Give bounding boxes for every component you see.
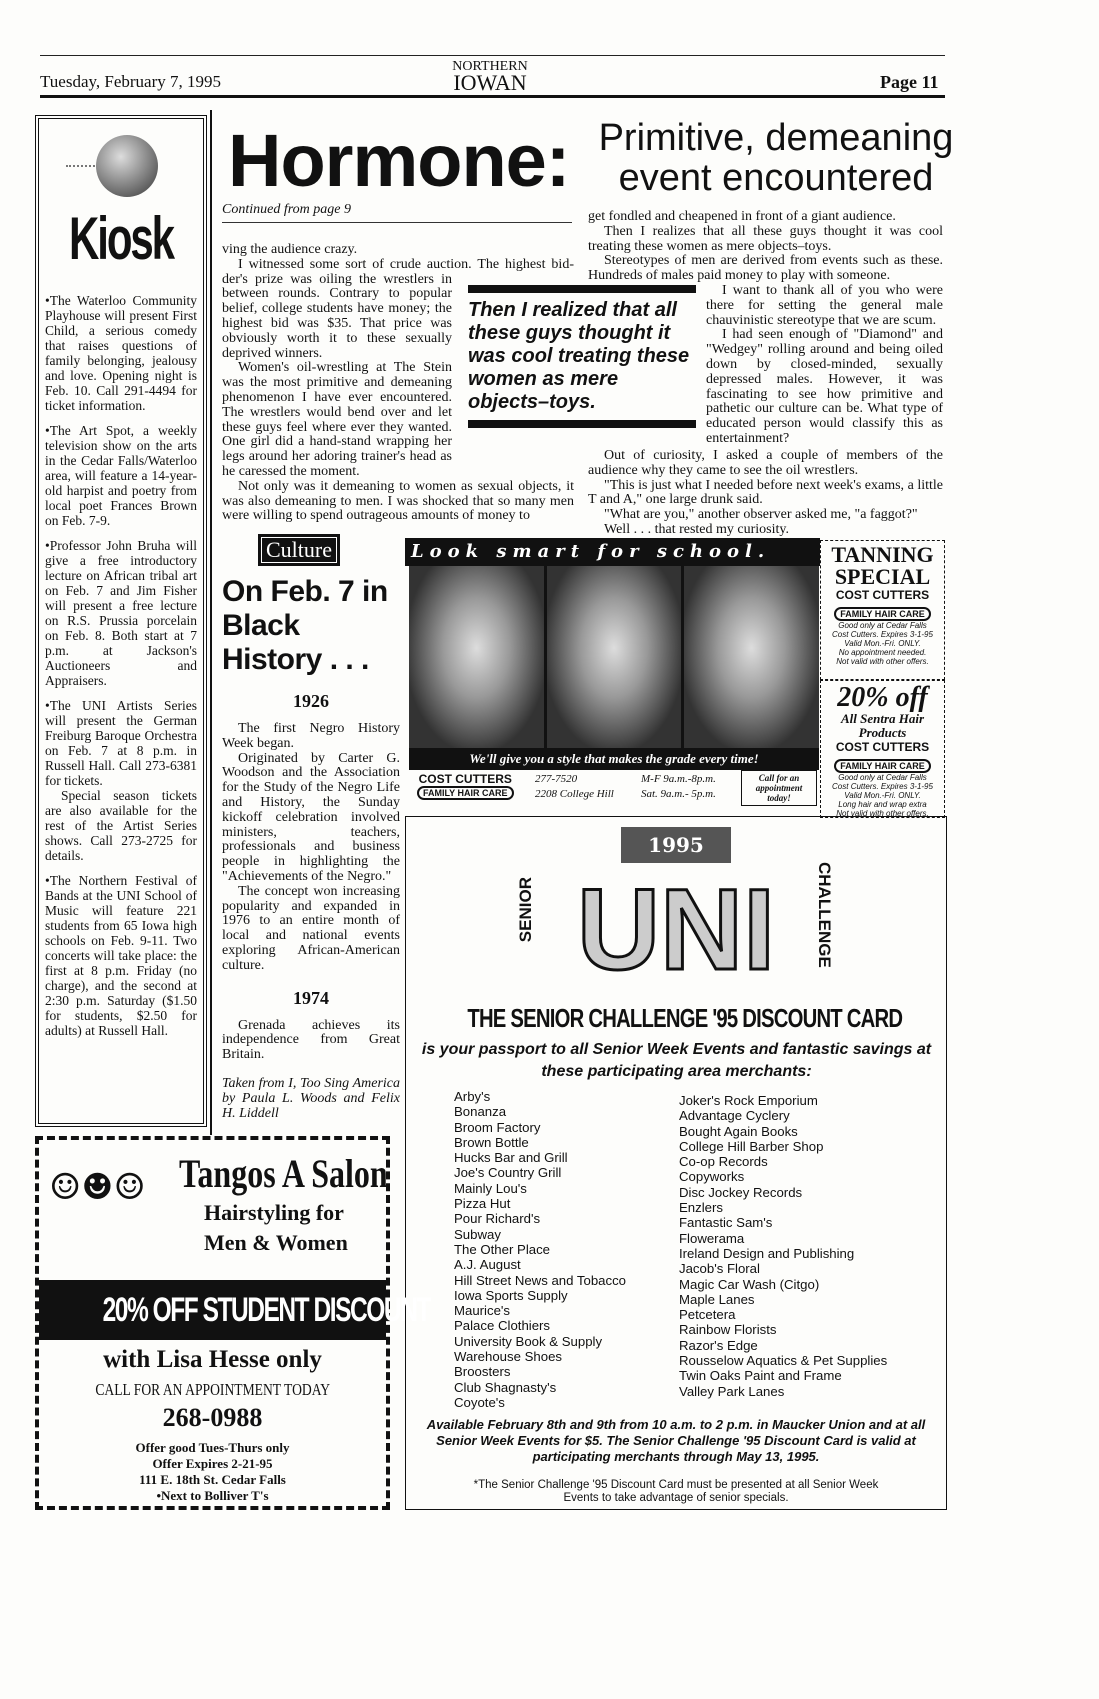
merchant-item: Rainbow Florists: [679, 1322, 777, 1338]
merchant-item: Fantastic Sam's: [679, 1215, 773, 1231]
merchant-item: Club Shagnasty's: [454, 1379, 557, 1395]
masthead-top: NORTHERN: [452, 59, 528, 74]
paragraph: The concept won increasing popularity and expanded in 1976 to an entire month of local and national events exploring African-American culture.: [222, 883, 400, 973]
kiosk-item: •The Northern Festival of Bands at the UNI School of Music will feature 221 students from 65 Iowa high schools on Feb. 9-11. Two concerts will take place: the first at 8 p.m. Friday (no charge), and the second at 2:30 p.m. Saturday ($1.50 for students, $2.50 for adults) at Russell Hall.: [45, 873, 197, 1038]
offer-line: •Next to Bolliver T's: [156, 1488, 269, 1503]
uni-logo: [516, 827, 836, 1002]
merchant-item: Magic Car Wash (Citgo): [679, 1276, 820, 1292]
ad-tagline: We'll give you a style that makes the grade every time!: [409, 748, 819, 770]
merchant-item: Twin Oaks Paint and Frame: [679, 1368, 842, 1384]
subheadline: Primitive, demeaning event encountered: [598, 117, 954, 199]
merchant-item: Copyworks: [679, 1169, 745, 1185]
coupon-sub: All Sentra Hair Products: [840, 711, 925, 740]
merchant-item: Maple Lanes: [679, 1291, 755, 1307]
merchant-item: Warehouse Shoes: [454, 1349, 563, 1365]
merchant-item: Brown Bottle: [454, 1134, 529, 1150]
paragraph: Not only was it demeaning to women as sexual objects, it was also demeaning to men. I was shocked that so many men were willing to spend outrageous amounts of money to: [222, 478, 574, 524]
photo: [684, 566, 819, 748]
brand-sub: FAMILY HAIR CARE: [834, 607, 931, 621]
black-history-column: [222, 575, 400, 1121]
article-column-2: [588, 210, 943, 538]
year-heading: 1926: [293, 691, 329, 711]
merchant-item: Ireland Design and Publishing: [679, 1245, 855, 1261]
hours: Sat. 9a.m.- 5p.m.: [641, 788, 716, 800]
products-coupon[interactable]: [820, 680, 945, 818]
paragraph: I want to thank all of you who were there for setting the general male chauvinistic stereotype that we are scum.: [706, 282, 943, 328]
fine-print: Not valid with other offers.: [836, 809, 929, 818]
culture-tag: Culture: [258, 534, 340, 566]
merchant-item: Jacob's Floral: [679, 1261, 760, 1277]
source-credit: Taken from I, Too Sing America by Paula L. Woods and Felix H. Liddell: [222, 1075, 400, 1121]
merchant-item: Bought Again Books: [679, 1123, 798, 1139]
logo-right: CHALLENGE: [815, 862, 834, 968]
ad-title: THE SENIOR CHALLENGE '95 DISCOUNT CARD: [467, 1003, 903, 1033]
cost-cutters-ad: [405, 538, 947, 818]
paragraph: Stereotypes of men are derived from events such as these. Hundreds of males paid money to play with someone.: [588, 253, 943, 284]
fine-print: Valid Mon.-Fri. ONLY.: [844, 791, 921, 800]
offer-line: 111 E. 18th St. Cedar Falls: [139, 1472, 286, 1487]
merchant-item: Arby's: [454, 1089, 491, 1104]
fine-print: Good only at Cedar Falls: [838, 621, 927, 630]
footnote: *The Senior Challenge '95 Discount Card must be presented at all Senior Week Events to take advantage of senior specials.: [473, 1479, 879, 1504]
coupon-title: 20% off: [837, 682, 928, 713]
fine-print: Long hair and wrap extra: [838, 800, 927, 809]
salon-tagline: Men & Women: [204, 1230, 348, 1255]
kiosk-item: •Professor John Bruha will give a free introductory lecture on African tribal art on Feb. 7 and Jim Fisher will present a free lecture on R.S. Prussia porcelain on Feb. 8. Both start at 7 p.m. at Jackson's Auctioneers and Appraisers.: [45, 538, 197, 688]
offer-line: Offer good Tues-Thurs only: [135, 1440, 290, 1455]
discount-banner: [39, 1280, 430, 1340]
paragraph: Well . . . that rested my curiosity.: [604, 521, 789, 537]
availability: Available February 8th and 9th from 10 a.m. to 2 p.m. in Maucker Union and at all Senior Week Events for $5. The Senior Challenge '95 Discount Card is valid at participating merchants through May 13, 1995.: [426, 1417, 926, 1464]
model-photos: [409, 566, 819, 748]
pull-quote: Then I realized that all these guys thought it was cool treating these women as mere objects–toys.: [468, 285, 696, 428]
brand: COST CUTTERS: [418, 772, 512, 786]
merchant-item: Disc Jockey Records: [679, 1184, 803, 1200]
logo-text: UNI: [576, 866, 776, 994]
header-rule: [40, 55, 945, 56]
paragraph: Originated by Carter G. Woodson and the Association for the Study of the Negro Life and History, the Sunday kickoff celebration involved ministers, teachers, professionals and business people in highlighting the "Achievements of the Negro.": [222, 750, 400, 884]
call-line: CALL FOR AN APPOINTMENT TODAY: [95, 1380, 330, 1399]
masthead-bottom: IOWAN: [453, 70, 527, 95]
kiosk-box: [35, 115, 207, 1127]
merchant-item: Rousselow Aquatics & Pet Supplies: [679, 1353, 888, 1369]
paragraph: Then I realizes that all these guys thought it was cool treating these women as mere objects–toys.: [588, 223, 943, 254]
fine-print: No appointment needed.: [838, 648, 927, 657]
tanning-coupon[interactable]: [820, 540, 945, 680]
merchant-item: Pour Richard's: [454, 1211, 541, 1227]
offer-line: Offer Expires 2-21-95: [152, 1456, 273, 1471]
kiosk-item: Special season tickets are also available for the rest of the Artist Series shows. Call 273-2725 for details.: [45, 788, 197, 863]
brand: COST CUTTERS: [835, 740, 930, 754]
paragraph: "This is just what I needed before next week's exams, a little T and A," one large drunk said.: [588, 477, 943, 508]
fine-print: Valid Mon.-Fri. ONLY.: [844, 639, 921, 648]
headline: Hormone:: [228, 119, 570, 202]
kiosk-title: Kiosk: [69, 205, 173, 272]
merchant-item: University Book & Supply: [454, 1333, 603, 1349]
merchant-item: Joe's Country Grill: [454, 1165, 562, 1181]
paragraph: "What are you," another observer asked me, "a faggot?": [604, 507, 918, 523]
year-heading: 1974: [293, 987, 329, 1008]
merchant-item: Pizza Hut: [454, 1196, 511, 1212]
paragraph: Grenada achieves its independence from Great Britain.: [222, 1017, 400, 1063]
stylist-line: with Lisa Hesse only: [103, 1346, 322, 1373]
call-line-wrap: [39, 1380, 386, 1400]
merchant-item: Hill Street News and Tobacco: [454, 1272, 627, 1288]
masthead: [440, 60, 540, 93]
address: 2208 College Hill: [535, 788, 614, 800]
merchant-item: A.J. August: [454, 1257, 521, 1273]
page-number: Page 11: [880, 72, 939, 92]
phone: 277-7520: [535, 773, 578, 785]
merchant-item: Petcetera: [679, 1307, 736, 1323]
tangos-salon-ad: [35, 1136, 430, 1510]
merchant-item: Joker's Rock Emporium: [679, 1093, 818, 1108]
merchant-item: The Other Place: [454, 1241, 551, 1257]
merchant-item: Enzlers: [679, 1200, 723, 1216]
brand: COST CUTTERS: [835, 588, 930, 602]
brand-sub: FAMILY HAIR CARE: [417, 786, 514, 800]
salon-name: Tangos A Salon: [179, 1151, 388, 1196]
photo: [409, 566, 544, 748]
merchant-item: Valley Park Lanes: [679, 1383, 785, 1399]
merchant-item: Razor's Edge: [679, 1337, 758, 1353]
kiosk-item: •The Art Spot, a weekly television show on the arts in the Cedar Falls/Waterloo area, will feature a 14-year-old harpist and poetry from local poet Frances Brown on Feb. 7-9.: [45, 423, 197, 528]
paragraph-part: wanted. One girl did a hand-stand wrapping her legs around her adoring trainer's head as he caressed the moment.: [222, 419, 452, 479]
merchant-item: Flowerama: [679, 1230, 745, 1246]
merchant-item: Iowa Sports Supply: [454, 1287, 568, 1303]
ad-contact-row: [409, 770, 819, 810]
merchant-list-left: [454, 1089, 626, 1410]
discount-text: 20% OFF STUDENT DISCOUNT: [102, 1291, 430, 1329]
brand-sub: FAMILY HAIR CARE: [834, 759, 931, 773]
year: 1995: [648, 833, 704, 857]
phone: 268-0988: [162, 1403, 263, 1432]
merchant-list-right: [679, 1093, 887, 1399]
fine-print: Good only at Cedar Falls: [838, 773, 927, 782]
kiosk-item: •The UNI Artists Series will present the German Freiburg Baroque Orchestra on Feb. 7 at 8 p.m. in Russell Hall. Call 273-6381 for tickets.: [45, 698, 197, 788]
merchant-item: Mainly Lou's: [454, 1180, 527, 1196]
column-rule: [210, 110, 212, 1135]
header-rule: [40, 95, 945, 98]
stylists-illustration-icon: ☺☻☺: [49, 1167, 146, 1208]
logo-left: SENIOR: [516, 877, 535, 943]
merchant-item: Co-op Records: [679, 1154, 768, 1170]
coupon-title: TANNING SPECIAL: [831, 542, 934, 589]
photo: [547, 566, 682, 748]
ball-icon: [66, 127, 176, 202]
paragraph: I had seen enough of "Diamond" and "Wedgey" rolling around and being oiled down by closed-minded, sexually depressed males. However, it was fascinating to see how primitive and pathetic our culture can be. What type of educated person would classify this as entertainment?: [706, 327, 943, 446]
merchant-item: Maurice's: [454, 1303, 511, 1319]
merchant-item: Broosters: [454, 1364, 511, 1380]
fine-print: Not valid with other offers.: [836, 657, 929, 666]
graduation-cap-icon: [621, 827, 731, 863]
issue-date: Tuesday, February 7, 1995: [40, 72, 222, 91]
paragraph-part: I witnessed some sort of crude auction. The highest bid-: [238, 256, 574, 272]
wrap-spacer: [588, 284, 706, 449]
call-box: Call for an appointment today!: [741, 770, 817, 806]
offer-details: [39, 1440, 386, 1504]
continued-line: Continued from page 9: [222, 202, 572, 223]
culture-title: On Feb. 7 in Black History . . .: [222, 575, 388, 676]
ad-banner: Look smart for school.: [405, 538, 820, 566]
ad-subtitle: is your passport to all Senior Week Events and fantastic savings at these participating area merchants:: [421, 1041, 932, 1080]
paragraph: Out of curiosity, I asked a couple of members of the audience why they came to see the oil wrestlers.: [588, 447, 943, 478]
paragraph-part: der's prize was oiling the wrestlers in between rounds. Contrary to popular belief, college students have money; the highest bid was $35. That price was obviously worth it to these sexually deprived winners.: [222, 271, 452, 361]
senior-challenge-ad: [405, 816, 947, 1510]
merchant-item: College Hill Barber Shop: [679, 1138, 824, 1154]
merchant-item: Hucks Bar and Grill: [454, 1150, 568, 1166]
paragraph: The first Negro History Week began.: [222, 721, 400, 751]
merchant-item: Bonanza: [454, 1104, 507, 1120]
hours: M-F 9a.m.-8p.m.: [641, 773, 716, 785]
paragraph: get fondled and cheapened in front of a giant audience.: [588, 209, 896, 224]
paragraph-part: Women's oil-wrestling at The Stein was the most primitive and demeaning phenomenon I have ever encountered. The wrestlers would bend over and let these guys feel where ever they: [222, 360, 452, 435]
merchant-item: Advantage Cyclery: [679, 1108, 790, 1124]
paragraph: ving the audience crazy.: [222, 242, 358, 257]
ad-title-wrap: [406, 1003, 946, 1033]
salon-tagline: Hairstyling for: [204, 1200, 344, 1225]
kiosk-item: •The Waterloo Community Playhouse will present First Child, a serious comedy that raises questions of family belonging, jealousy and love. Opening night is Feb. 10. Call 291-4494 for ticket information.: [45, 293, 197, 413]
merchant-item: Broom Factory: [454, 1119, 541, 1135]
merchant-item: Coyote's: [454, 1394, 505, 1410]
fine-print: Cost Cutters. Expires 3-1-95: [832, 630, 933, 639]
merchant-item: Palace Clothiers: [454, 1318, 551, 1334]
merchant-item: Subway: [454, 1226, 501, 1242]
fine-print: Cost Cutters. Expires 3-1-95: [832, 782, 933, 791]
